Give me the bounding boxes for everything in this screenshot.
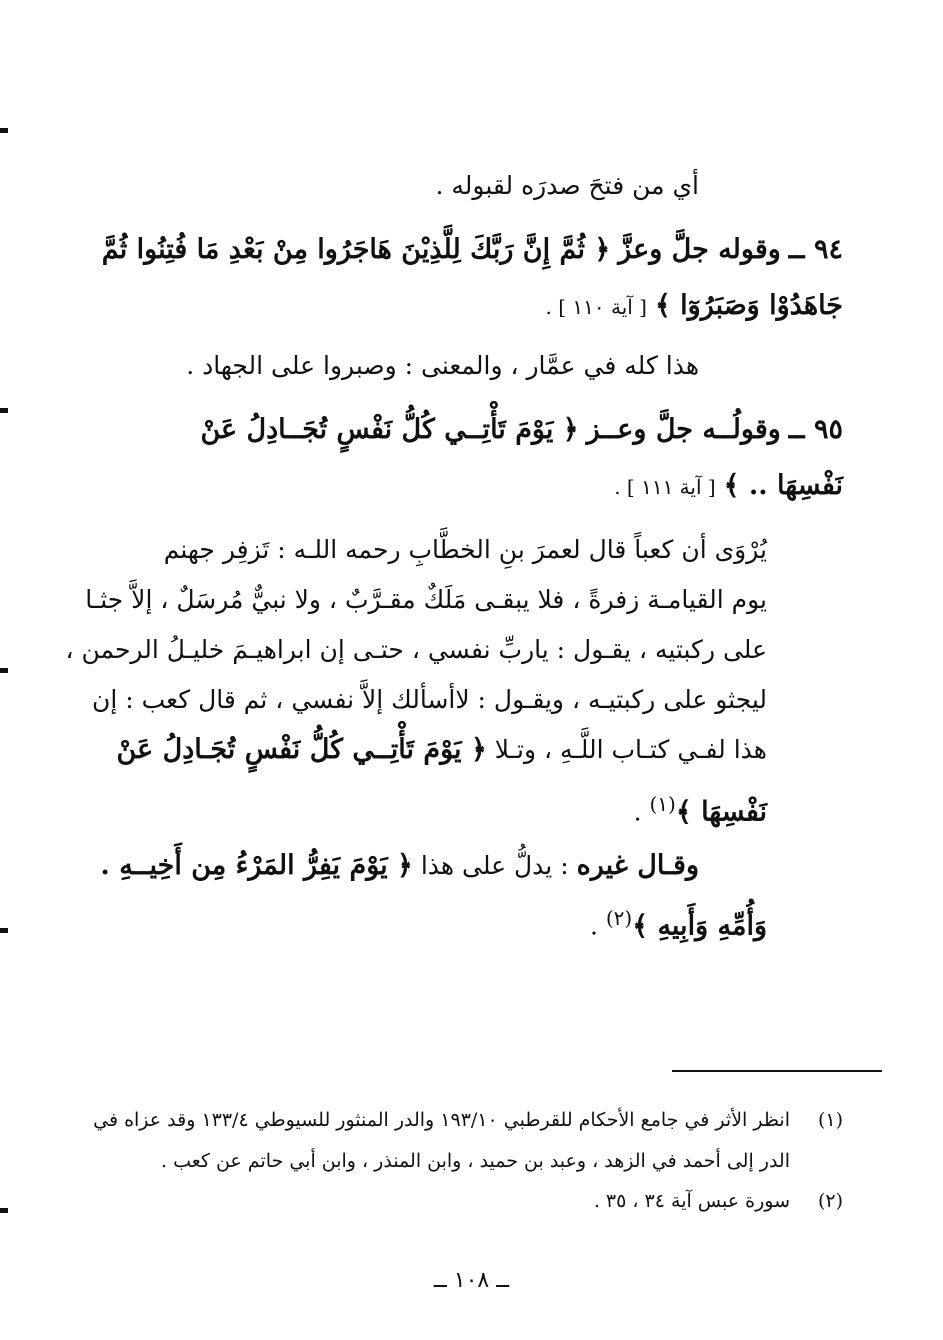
verse-reference: [ آية ١١٠ ] . bbox=[545, 295, 647, 319]
scan-margin-mark bbox=[0, 408, 8, 413]
item-95-line bbox=[103, 410, 843, 450]
paragraph-line: على ركبتيه ، يقـول : ياربِّ نفسي ، حتـى إن ابراهيـمَ خليـلُ الرحمن ، bbox=[65, 635, 767, 664]
footnote-divider bbox=[672, 1070, 882, 1072]
body-line: أي من فتحَ صدرَه لقبوله . bbox=[435, 171, 699, 200]
footnote-text: الدر إلى أحمد في الزهد ، وعبد بن حميد ، وابن المنذر ، وابن أبي حاتم عن كعب . bbox=[160, 1150, 790, 1172]
quran-verse: نَفْسِهَا .. ﴾ bbox=[723, 470, 843, 501]
quran-verse: وَأُمِّهِ وَأَبِيهِ ﴾ bbox=[632, 910, 767, 942]
commentary-line: هذا كله في عمَّار ، والمعنى : وصبروا على الجهاد . bbox=[186, 351, 699, 380]
scan-margin-mark bbox=[0, 928, 8, 933]
item-95-line-2 bbox=[614, 466, 843, 507]
verse-reference: [ آية ١١١ ] . bbox=[614, 475, 716, 499]
paragraph-line: يوم القيامـة زفرةً ، فلا يبقـى مَلَكٌ مقـرَّبٌ ، ولا نبيٌّ مُرسَلٌ ، إلاَّ جثـا bbox=[85, 585, 767, 614]
item-number: ٩٥ ــ bbox=[788, 414, 843, 445]
scan-margin-mark bbox=[0, 128, 8, 133]
footnote-number: (٢) bbox=[817, 1190, 843, 1212]
quran-verse: ﴿ ثُمَّ إِنَّ رَبَّكَ لِلَّذِيْنَ هَاجَرُوا مِنْ بَعْدِ مَا فُتِنُوا ثُمَّ bbox=[101, 234, 611, 265]
paragraph-line: ليجثو على ركبتيـه ، ويقـول : لاأسألك إلاَّ نفسي ، ثم قال كعب : إن bbox=[92, 685, 767, 714]
quran-verse: ﴿ يَوْمَ تَأْتِــي كُلُّ نَفْسٍ تُجَـادِلُ عَنْ bbox=[116, 734, 487, 765]
footnote-text: سورة عبس آية ٣٤ ، ٣٥ . bbox=[593, 1190, 790, 1212]
footnote-ref: (٢) bbox=[605, 906, 633, 930]
quran-verse: ﴿ يَوْمَ تَأْتِــي كُلُّ نَفْسٍ تُجَــادِلُ عَنْ bbox=[200, 414, 579, 445]
item-94-line bbox=[103, 230, 843, 270]
footnote-number: (١) bbox=[817, 1109, 843, 1131]
opinion-line-2 bbox=[590, 898, 767, 946]
footnote-text: انظر الأثر في جامع الأحكام للقرطبي ١٩٣/١٠ والدر المنثور للسيوطي ١٣٣/٤ وقد عزاه في bbox=[93, 1109, 790, 1131]
quran-verse: نَفْسِهَا ﴾ bbox=[675, 796, 767, 828]
paragraph-line: يُرْوَى أن كعباً قال لعمرَ بنِ الخطَّابِ رحمه اللـه : تَزفِر جهنم bbox=[163, 535, 767, 564]
page-number: ــ ١٠٨ ــ bbox=[433, 1268, 510, 1293]
paragraph-end: . bbox=[633, 797, 642, 827]
scan-margin-mark bbox=[0, 668, 8, 673]
opinion-text: : يدلُّ على هذا bbox=[420, 851, 569, 880]
paragraph-line bbox=[634, 784, 767, 832]
item-lead: وقوله جلَّ وعزَّ bbox=[618, 234, 781, 265]
quran-verse: جَاهَدُوْا وَصَبَرُوٓا ﴾ bbox=[654, 290, 843, 321]
opinion-lead: وقـال غيره bbox=[576, 850, 699, 881]
item-number: ٩٤ ــ bbox=[788, 234, 843, 265]
item-lead: وقولُــه جلَّ وعــز bbox=[586, 414, 781, 445]
paragraph-text: هذا لفـي كتـاب اللَّـهِ ، وتـلا bbox=[494, 735, 767, 764]
paragraph-line bbox=[117, 730, 767, 770]
scan-margin-mark bbox=[0, 1208, 8, 1213]
opinion-line bbox=[100, 846, 699, 886]
paragraph-end: . bbox=[589, 911, 598, 941]
footnote-ref: (١) bbox=[649, 792, 676, 816]
quran-verse: ﴿ يَوْمَ يَفِرُّ المَرْءُ مِن أَخِيــهِ . bbox=[100, 850, 413, 881]
item-94-line-2 bbox=[546, 286, 843, 327]
